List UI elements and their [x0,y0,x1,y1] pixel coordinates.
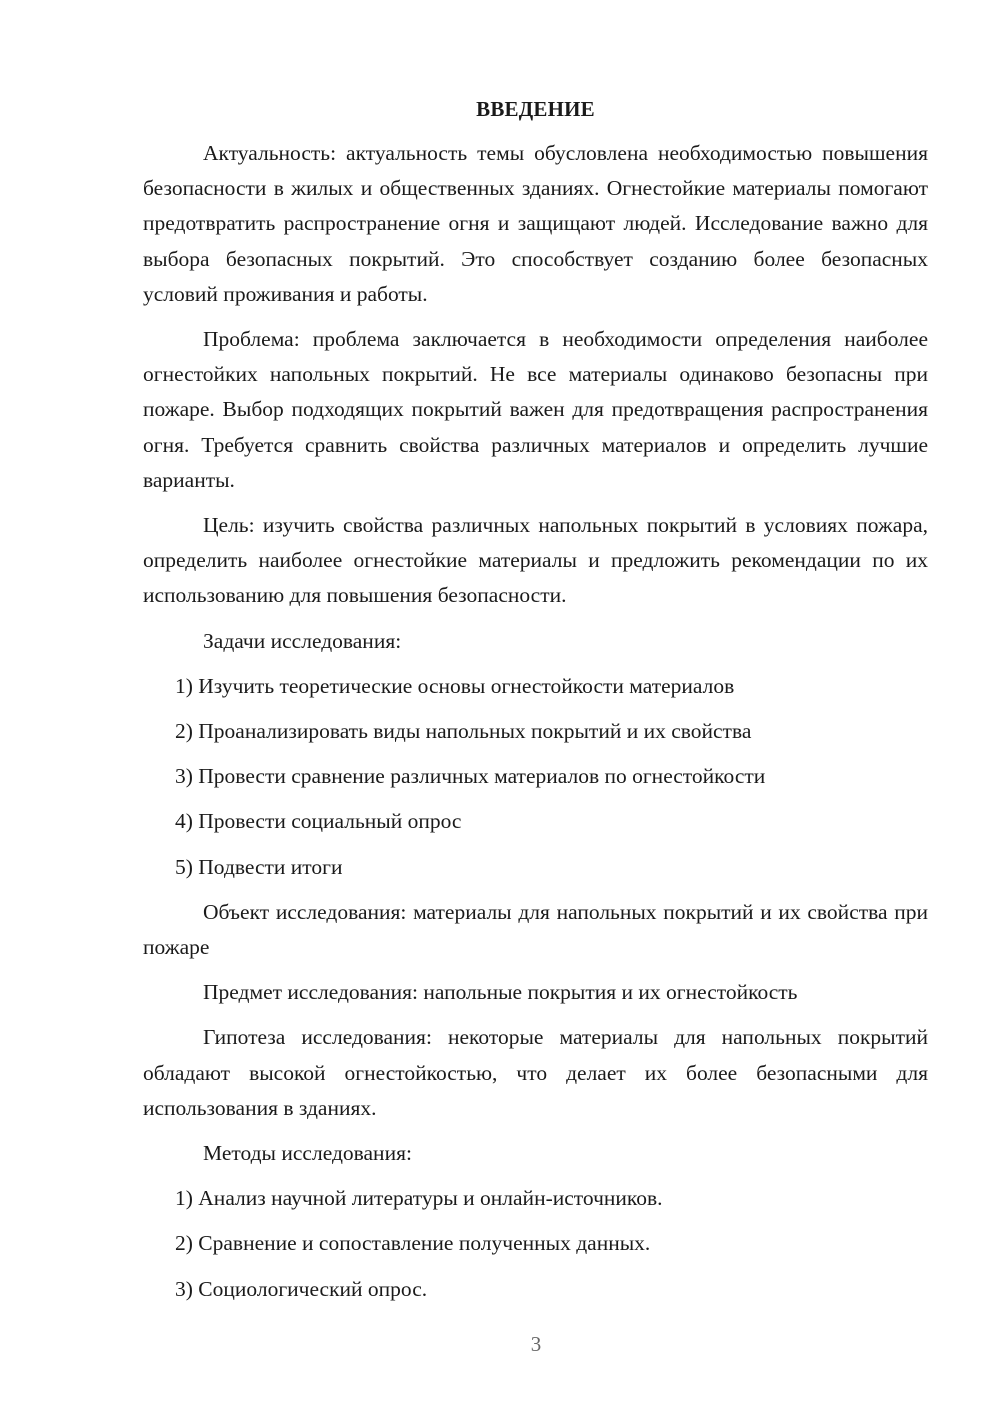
method-item: 1) Анализ научной литературы и онлайн-источников. [175,1186,663,1211]
task-item: 3) Провести сравнение различных материалов по огнестойкости [175,764,766,789]
task-item: 4) Провести социальный опрос [175,809,462,834]
subject-paragraph: Предмет исследования: напольные покрытия и их огнестойкость [203,980,798,1005]
methods-list [143,1181,928,1307]
page-number: 3 [530,1332,542,1356]
task-item: 1) Изучить теоретические основы огнестойкости материалов [175,673,735,698]
tasks-heading: Задачи исследования: [203,628,402,653]
object-paragraph: Объект исследования: материалы для напольных покрытий и их свойства при пожаре [143,899,928,960]
tasks-list [143,669,928,885]
problem-paragraph: Проблема: проблема заключается в необходимости определения наиболее огнестойких напольных покрытий. Не все материалы одинаково безопасны при пожаре. Выбор подходящих покрытий важен для предотвращения распространения огня. Требуется сравнить свойства различных материалов и определить лучшие варианты. [143,327,928,492]
method-item: 2) Сравнение и сопоставление полученных данных. [175,1231,651,1256]
hypothesis-paragraph: Гипотеза исследования: некоторые материалы для напольных покрытий обладают высокой огнестойкостью, что делает их более безопасными для использования в зданиях. [143,1025,928,1120]
section-title: ВВЕДЕНИЕ [476,97,595,121]
task-item: 2) Проанализировать виды напольных покрытий и их свойства [175,719,752,744]
goal-paragraph: Цель: изучить свойства различных напольных покрытий в условиях пожара, определить наиболее огнестойкие материалы и предложить рекомендации по их использованию для повышения безопасности. [143,513,928,608]
methods-heading: Методы исследования: [203,1141,412,1166]
task-item: 5) Подвести итоги [175,854,343,879]
page-content [143,94,928,1317]
method-item: 3) Социологический опрос. [175,1276,428,1301]
relevance-paragraph: Актуальность: актуальность темы обусловлена необходимостью повышения безопасности в жилых и общественных зданиях. Огнестойкие материалы помогают предотвратить распространение огня и защищают людей. Исследование важно для выбора безопасных покрытий. Это способствует созданию более безопасных условий проживания и работы. [143,141,928,306]
